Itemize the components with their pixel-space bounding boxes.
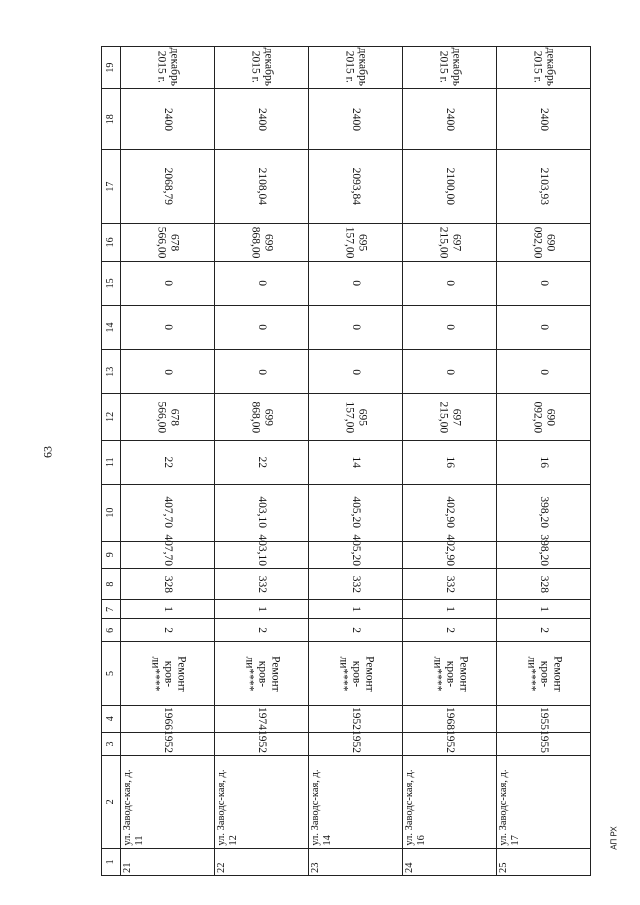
cell-c9: [215, 534, 309, 568]
cell-c16-text: 690 092,00: [531, 226, 557, 259]
cell-c18: [309, 89, 403, 150]
cell-c7: [309, 600, 403, 619]
cell-c12-text: 697 215,00: [437, 401, 463, 433]
cell-c12-text: 678 566,00: [155, 401, 181, 433]
column-number-cell: 19: [102, 47, 121, 89]
cell-c18: [403, 89, 497, 150]
cell-c19: [497, 47, 591, 89]
cell-c18-text: 2400: [256, 107, 269, 131]
column-number-cell: 15: [102, 261, 121, 305]
cell-c18-text: 2400: [538, 107, 551, 131]
cell-c12: [497, 394, 591, 440]
cell-num: 23: [309, 848, 403, 875]
cell-c17-text: 2093,84: [350, 167, 363, 206]
cell-c9-text: 403,10: [256, 534, 269, 566]
column-number-cell: 16: [102, 223, 121, 261]
cell-c8: [215, 568, 309, 600]
cell-c14: [215, 305, 309, 349]
cell-c17: [121, 150, 215, 224]
cell-c6-text: 2: [350, 627, 363, 634]
cell-num: 25: [497, 848, 591, 875]
cell-c6-text: 2: [538, 627, 551, 634]
cell-c19-text: декабрь 2015 г.: [155, 47, 181, 87]
cell-c17-text: 2100,00: [444, 167, 457, 206]
cell-c14-text: 0: [256, 324, 269, 331]
cell-c11: [309, 440, 403, 484]
cell-c7: [403, 600, 497, 619]
cell-c17: [215, 150, 309, 224]
cell-c15: [497, 261, 591, 305]
cell-c10: [309, 484, 403, 541]
cell-c8: [403, 568, 497, 600]
cell-c9: [121, 534, 215, 568]
column-number-cell: 14: [102, 305, 121, 349]
cell-c6: [309, 619, 403, 642]
column-number-cell: 17: [102, 150, 121, 224]
cell-c14: [403, 305, 497, 349]
repair-table: [101, 46, 591, 876]
cell-year_built: [497, 732, 591, 755]
cell-num: 21: [121, 848, 215, 875]
cell-c9: [497, 534, 591, 568]
cell-c7: [121, 600, 215, 619]
cell-c13-text: 0: [256, 368, 269, 375]
cell-c11-text: 16: [444, 456, 457, 468]
cell-year_built-text: 1952: [350, 730, 363, 754]
table-wrapper: [101, 46, 591, 876]
cell-c19: [403, 47, 497, 89]
cell-c8-text: 328: [162, 575, 175, 593]
cell-c6-text: 2: [162, 627, 175, 634]
cell-work-text: Ремонт кров-ли****: [336, 655, 376, 692]
cell-c7-text: 1: [444, 606, 457, 613]
cell-c7-text: 1: [256, 606, 269, 613]
cell-c16: [309, 223, 403, 261]
cell-c19: [309, 47, 403, 89]
cell-c14: [121, 305, 215, 349]
cell-c16-text: 699 868,00: [249, 226, 275, 259]
cell-c18: [121, 89, 215, 150]
cell-c13: [121, 350, 215, 394]
cell-c8: [309, 568, 403, 600]
column-number-cell: 12: [102, 394, 121, 440]
table-row: [403, 47, 497, 876]
cell-c8: [121, 568, 215, 600]
cell-work-text: Ремонт кров-ли****: [242, 655, 282, 692]
cell-c6: [403, 619, 497, 642]
column-number-cell: 7: [102, 600, 121, 619]
cell-c8-text: 332: [444, 575, 457, 593]
cell-work-text: Ремонт кров-ли****: [524, 655, 564, 692]
cell-c12: [403, 394, 497, 440]
cell-c11-text: 22: [162, 456, 175, 468]
cell-c11-text: 16: [538, 456, 551, 468]
cell-year_major: [497, 705, 591, 732]
cell-c10: [121, 484, 215, 541]
cell-address: ул. Заводс-кая, д. 12: [215, 756, 309, 849]
cell-num: 24: [403, 848, 497, 875]
cell-c15-text: 0: [350, 280, 363, 287]
cell-c9: [403, 534, 497, 568]
footer-mark: АП РХ: [609, 826, 619, 850]
cell-c16-text: 695 157,00: [343, 226, 369, 259]
cell-address: ул. Заводс-кая, д. 17: [497, 756, 591, 849]
cell-c13: [215, 350, 309, 394]
cell-c18: [215, 89, 309, 150]
table-row: [497, 47, 591, 876]
cell-c19-text: декабрь 2015 г.: [531, 47, 557, 87]
cell-c13: [309, 350, 403, 394]
cell-year_built-text: 1952: [444, 730, 457, 754]
cell-c9-text: 405,20: [350, 534, 363, 566]
cell-year_major-text: 1974: [256, 706, 269, 730]
table-row: [309, 47, 403, 876]
cell-c8-text: 332: [256, 575, 269, 593]
cell-year_built: [309, 732, 403, 755]
column-number-cell: 3: [102, 732, 121, 755]
cell-work: [309, 642, 403, 705]
cell-c9-text: 398,20: [538, 534, 551, 566]
cell-c15: [215, 261, 309, 305]
cell-c16: [403, 223, 497, 261]
table-row: [121, 47, 215, 876]
column-number-cell: 8: [102, 568, 121, 600]
cell-c8-text: 332: [350, 575, 363, 593]
cell-address: ул. Заводс-кая, д. 16: [403, 756, 497, 849]
cell-c15: [403, 261, 497, 305]
cell-year_built-text: 1952: [162, 730, 175, 754]
cell-year_major: [215, 705, 309, 732]
cell-c15-text: 0: [162, 280, 175, 287]
cell-year_built-text: 1955: [538, 730, 551, 754]
cell-c12-text: 699 868,00: [249, 401, 275, 433]
cell-c10-text: 398,20: [538, 496, 551, 529]
cell-c6: [497, 619, 591, 642]
column-number-cell: 5: [102, 642, 121, 705]
column-number-cell: 13: [102, 350, 121, 394]
cell-c10-text: 407,70: [162, 496, 175, 529]
cell-c18-text: 2400: [444, 107, 457, 131]
cell-year_major-text: 1952: [350, 706, 363, 730]
cell-c9-text: 402,90: [444, 534, 457, 566]
cell-c17: [403, 150, 497, 224]
cell-c19-text: декабрь 2015 г.: [437, 47, 463, 87]
cell-year_major-text: 1966: [162, 706, 175, 730]
column-number-cell: 11: [102, 440, 121, 484]
cell-work: [403, 642, 497, 705]
cell-year_major: [309, 705, 403, 732]
cell-year_major-text: 1955: [538, 706, 551, 730]
column-number-cell: 2: [102, 756, 121, 849]
cell-year_built: [403, 732, 497, 755]
cell-c13-text: 0: [350, 368, 363, 375]
cell-c10-text: 405,20: [350, 496, 363, 529]
cell-c17-text: 2108,04: [256, 167, 269, 206]
cell-c11: [497, 440, 591, 484]
cell-c7: [215, 600, 309, 619]
cell-c15-text: 0: [538, 280, 551, 287]
cell-work-text: Ремонт кров-ли****: [148, 655, 188, 692]
cell-c18-text: 2400: [350, 107, 363, 131]
cell-c16: [215, 223, 309, 261]
cell-work-text: Ремонт кров-ли****: [430, 655, 470, 692]
cell-c13: [497, 350, 591, 394]
cell-c6-text: 2: [256, 627, 269, 634]
cell-c10-text: 402,90: [444, 496, 457, 529]
cell-year_built-text: 1952: [256, 730, 269, 754]
cell-c8: [497, 568, 591, 600]
cell-c11: [403, 440, 497, 484]
cell-c10: [215, 484, 309, 541]
cell-c13-text: 0: [444, 368, 457, 375]
cell-c7: [497, 600, 591, 619]
cell-c14: [309, 305, 403, 349]
cell-c15: [309, 261, 403, 305]
cell-year_built: [121, 732, 215, 755]
cell-c17: [497, 150, 591, 224]
cell-c18-text: 2400: [162, 107, 175, 131]
cell-c19-text: декабрь 2015 г.: [249, 47, 275, 87]
cell-c11: [121, 440, 215, 484]
cell-c12: [121, 394, 215, 440]
cell-c17: [309, 150, 403, 224]
cell-c7-text: 1: [350, 606, 363, 613]
cell-c10-text: 403,10: [256, 496, 269, 529]
cell-c14-text: 0: [350, 324, 363, 331]
column-number-row: [102, 47, 121, 876]
cell-c6: [121, 619, 215, 642]
cell-address: ул. Заводс-кая, д. 11: [121, 756, 215, 849]
cell-c15: [121, 261, 215, 305]
cell-c10: [403, 484, 497, 541]
cell-c18: [497, 89, 591, 150]
cell-work: [215, 642, 309, 705]
cell-year_major-text: 1968: [444, 706, 457, 730]
cell-num: 22: [215, 848, 309, 875]
cell-c16: [497, 223, 591, 261]
cell-c6-text: 2: [444, 627, 457, 634]
cell-c11: [215, 440, 309, 484]
cell-year_major: [121, 705, 215, 732]
table-row: [215, 47, 309, 876]
cell-work: [497, 642, 591, 705]
cell-c16-text: 678 566,00: [155, 226, 181, 259]
cell-c12-text: 690 092,00: [531, 401, 557, 433]
cell-c7-text: 1: [538, 606, 551, 613]
cell-c16-text: 697 215,00: [437, 226, 463, 259]
column-number-cell: 6: [102, 619, 121, 642]
cell-c17-text: 2068,79: [162, 167, 175, 206]
column-number-cell: 1: [102, 848, 121, 875]
cell-c11-text: 22: [256, 456, 269, 468]
column-number-cell: 10: [102, 484, 121, 541]
cell-c14-text: 0: [538, 324, 551, 331]
cell-c7-text: 1: [162, 606, 175, 613]
cell-c8-text: 328: [538, 575, 551, 593]
cell-c13-text: 0: [538, 368, 551, 375]
cell-address: ул. Заводс-кая, д. 14: [309, 756, 403, 849]
cell-c14: [497, 305, 591, 349]
cell-c6: [215, 619, 309, 642]
cell-c13-text: 0: [162, 368, 175, 375]
cell-c12: [309, 394, 403, 440]
cell-c15-text: 0: [444, 280, 457, 287]
cell-c14-text: 0: [162, 324, 175, 331]
page-number: 63: [40, 446, 55, 458]
cell-c14-text: 0: [444, 324, 457, 331]
cell-year_built: [215, 732, 309, 755]
cell-c11-text: 14: [350, 456, 363, 468]
cell-c15-text: 0: [256, 280, 269, 287]
cell-c19-text: декабрь 2015 г.: [343, 47, 369, 87]
cell-c9: [309, 534, 403, 568]
cell-c12-text: 695 157,00: [343, 401, 369, 433]
column-number-cell: 9: [102, 541, 121, 568]
cell-c12: [215, 394, 309, 440]
cell-c10: [497, 484, 591, 541]
cell-c19: [215, 47, 309, 89]
cell-c17-text: 2103,93: [538, 167, 551, 206]
cell-year_major: [403, 705, 497, 732]
column-number-cell: 18: [102, 89, 121, 150]
cell-c16: [121, 223, 215, 261]
cell-c9-text: 407,70: [162, 534, 175, 566]
cell-c13: [403, 350, 497, 394]
cell-c19: [121, 47, 215, 89]
column-number-cell: 4: [102, 705, 121, 732]
cell-work: [121, 642, 215, 705]
